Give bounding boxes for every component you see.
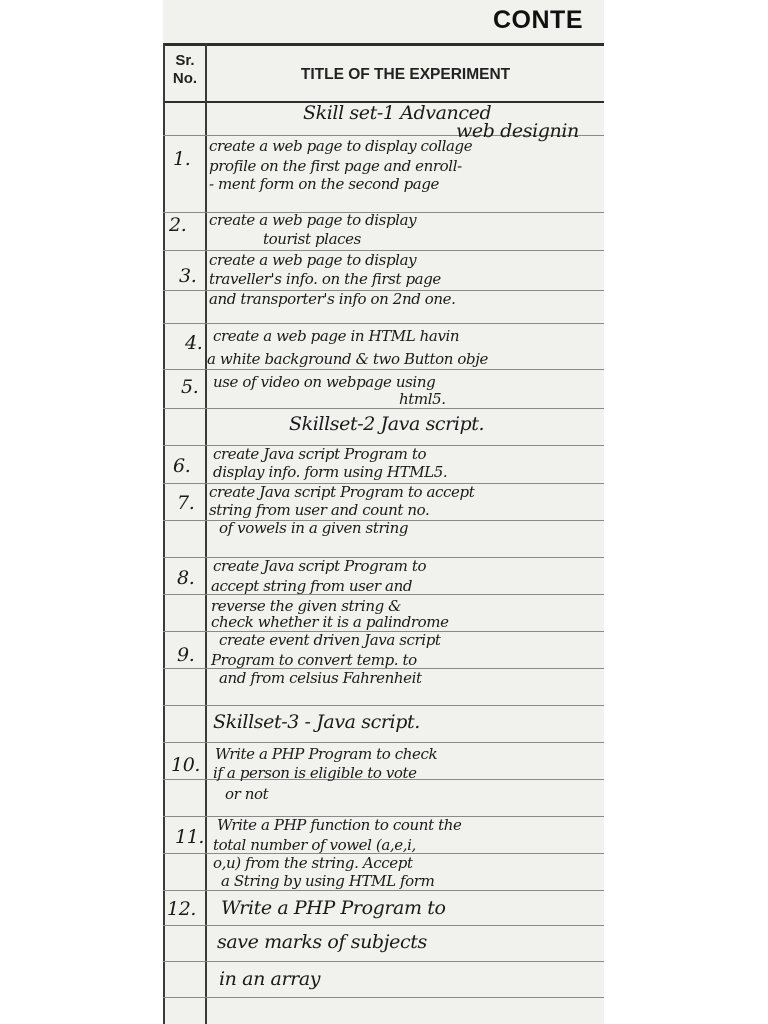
experiment-title-line: save marks of subjects xyxy=(217,931,427,953)
experiment-title-line: Program to convert temp. to xyxy=(211,651,417,669)
experiment-title-line: tourist places xyxy=(263,230,361,248)
experiment-title-line: - ment form on the second page xyxy=(209,175,439,193)
title-column-header: TITLE OF THE EXPERIMENT xyxy=(300,66,511,83)
skill-set-2-heading: Skillset-2 Java script. xyxy=(289,413,485,435)
experiment-title-line: total number of vowel (a,e,i, xyxy=(213,836,416,854)
experiment-title-line: and from celsius Fahrenheit xyxy=(219,669,422,687)
page-heading: CONTE xyxy=(493,6,583,34)
column-divider-rule xyxy=(205,43,207,1024)
ruled-line xyxy=(163,742,604,743)
experiment-title-line: create Java script Program to xyxy=(213,557,427,575)
experiment-number: 3. xyxy=(179,265,197,287)
experiment-number: 8. xyxy=(177,567,195,589)
serial-header-line-1: Sr. xyxy=(175,52,195,69)
experiment-title-line: html5. xyxy=(399,390,446,408)
experiment-title-line: of vowels in a given string xyxy=(219,519,409,537)
experiment-title-line: use of video on webpage using xyxy=(213,373,436,391)
experiment-title-line: a white background & two Button obje xyxy=(207,350,488,368)
table-top-rule xyxy=(163,43,604,46)
experiment-number: 11. xyxy=(175,826,205,848)
experiment-number: 1. xyxy=(173,148,191,170)
experiment-title-line: if a person is eligible to vote xyxy=(213,764,417,782)
experiment-title-line: or not xyxy=(225,785,269,803)
serial-header-line-2: No. xyxy=(172,70,198,87)
serial-number-column-header xyxy=(165,52,205,88)
experiment-title-line: create Java script Program to xyxy=(213,445,427,463)
experiment-title-line: check whether it is a palindrome xyxy=(211,613,449,631)
experiment-title-line: display info. form using HTML5. xyxy=(213,463,448,481)
experiment-title-line: create event driven Java script xyxy=(219,631,441,649)
ruled-line xyxy=(163,961,604,962)
experiment-title-line: create a web page to display xyxy=(209,211,417,229)
experiment-number: 4. xyxy=(185,332,203,354)
experiment-title-line: accept string from user and xyxy=(211,577,413,595)
experiment-title-line: and transporter's info on 2nd one. xyxy=(209,290,456,308)
experiment-title-line: o,u) from the string. Accept xyxy=(213,854,413,872)
experiment-title-line: create Java script Program to accept xyxy=(209,483,475,501)
experiment-title-line: create a web page to display xyxy=(209,251,417,269)
ruled-line xyxy=(163,369,604,370)
ruled-line xyxy=(163,705,604,706)
experiment-title-line: Write a PHP Program to check xyxy=(215,745,438,763)
experiment-title-line: Write a PHP Program to xyxy=(221,897,446,919)
experiment-number: 5. xyxy=(181,376,199,398)
ruled-line xyxy=(163,408,604,409)
experiment-title-line: create a web page to display collage xyxy=(209,137,473,155)
experiment-title-line: reverse the given string & xyxy=(211,597,402,615)
experiment-title-line: traveller's info. on the first page xyxy=(209,270,441,288)
ruled-line xyxy=(163,890,604,891)
experiment-title-line: a String by using HTML form xyxy=(221,872,435,890)
experiment-title-line: profile on the first page and enroll- xyxy=(209,157,462,175)
experiment-title-line: Write a PHP function to count the xyxy=(217,816,462,834)
ruled-line xyxy=(163,997,604,998)
skill-set-3-heading: Skillset-3 - Java script. xyxy=(213,711,420,733)
ruled-line xyxy=(163,925,604,926)
experiment-number: 12. xyxy=(167,898,197,920)
skill-set-1-heading: Skill set-1 Advanced xyxy=(303,102,492,124)
experiment-title-line: create a web page in HTML havin xyxy=(213,327,460,345)
experiment-number: 2. xyxy=(169,214,187,236)
experiment-number: 9. xyxy=(177,644,195,666)
contents-page xyxy=(163,0,604,1024)
experiment-number: 10. xyxy=(171,754,201,776)
left-border-rule xyxy=(163,43,165,1024)
ruled-line xyxy=(163,323,604,324)
experiment-title-line: in an array xyxy=(219,968,321,990)
experiment-number: 7. xyxy=(177,492,195,514)
experiment-number: 6. xyxy=(173,455,191,477)
experiment-title-line: string from user and count no. xyxy=(209,501,430,519)
skill-set-1-heading-cont: web designin xyxy=(456,120,579,142)
